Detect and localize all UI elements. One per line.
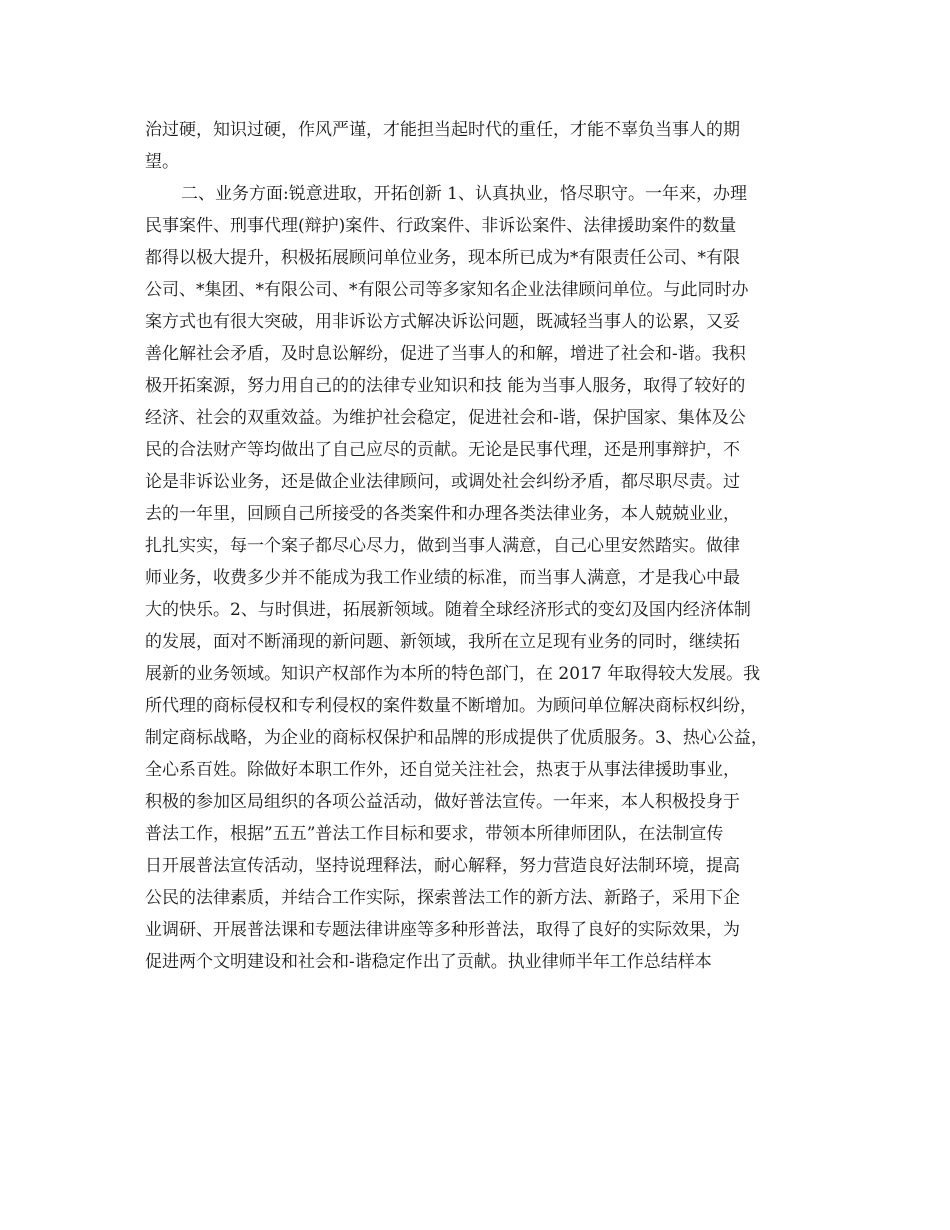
text-line: 论是非诉讼业务，还是做企业法律顾问，或调处社会纠纷矛盾，都尽职尽责。过 xyxy=(145,472,740,492)
text-line: 案方式也有很大突破，用非诉讼方式解决诉讼问题，既减轻当事人的讼累，又妥 xyxy=(145,312,740,332)
text-line: 师业务，收费多少并不能成为我工作业绩的标准，而当事人满意，才是我心中最 xyxy=(145,568,740,588)
text-line: 民的合法财产等均做出了自己应尽的贡献。无论是民事代理，还是刑事辩护，不 xyxy=(145,440,740,460)
text-line: 民事案件、刑事代理(辩护)案件、行政案件、非诉讼案件、法律援助案件的数量 xyxy=(145,216,737,236)
text-line: 促进两个文明建设和社会和-谐稳定作出了贡献。执业律师半年工作总结样本 xyxy=(145,952,712,972)
text-line: 制定商标战略，为企业的商标权保护和品牌的形成提供了优质服务。3、热心公益， xyxy=(145,728,768,748)
text-line: 业调研、开展普法课和专题法律讲座等多种形普法，取得了良好的实际效果，为 xyxy=(145,920,740,940)
text-line: 所代理的商标侵权和专利侵权的案件数量不断增加。为顾问单位解决商标权纠纷， xyxy=(145,696,757,716)
text-line: 的发展，面对不断涌现的新问题、新领域，我所在立足现有业务的同时，继续拓 xyxy=(145,632,740,652)
text-line: 治过硬，知识过硬，作风严谨，才能担当起时代的重任，才能不辜负当事人的期 xyxy=(145,120,740,140)
text-line: 日开展普法宣传活动，坚持说理释法，耐心解释，努力营造良好法制环境，提高 xyxy=(145,856,740,876)
text-line: 去的一年里，回顾自己所接受的各类案件和办理各类法律业务，本人兢兢业业， xyxy=(145,504,740,524)
text-line: 普法工作，根据”五五”普法工作目标和要求，带领本所律师团队，在法制宣传 xyxy=(145,824,724,844)
text-line: 扎扎实实，每一个案子都尽心尽力，做到当事人满意，自己心里安然踏实。做律 xyxy=(145,536,740,556)
text-line: 大的快乐。2、与时俱进，拓展新领域。随着全球经济形式的变幻及国内经济体制 xyxy=(145,600,751,620)
text-line: 善化解社会矛盾，及时息讼解纷，促进了当事人的和解，增进了社会和-谐。我积 xyxy=(145,344,746,364)
document-body xyxy=(145,114,835,978)
text-line: 积极的参加区局组织的各项公益活动，做好普法宣传。一年来，本人积极投身于 xyxy=(145,792,740,812)
text-line: 公司、*集团、*有限公司、*有限公司等多家知名企业法律顾问单位。与此同时办 xyxy=(145,280,749,300)
text-line: 展新的业务领域。知识产权部作为本所的特色部门，在 2017 年取得较大发展。我 xyxy=(145,664,761,684)
text-line: 经济、社会的双重效益。为维护社会稳定，促进社会和-谐，保护国家、集体及公 xyxy=(145,408,746,428)
text-line: 全心系百姓。除做好本职工作外，还自觉关注社会，热衷于从事法律援助事业， xyxy=(145,760,740,780)
text-line: 极开拓案源，努力用自己的的法律专业知识和技 能为当事人服务，取得了较好的 xyxy=(145,376,746,396)
text-line: 都得以极大提升，积极拓展顾问单位业务，现本所已成为*有限责任公司、*有限 xyxy=(145,248,740,268)
text-line: 二、业务方面:锐意进取，开拓创新 1、认真执业，恪尽职守。一年来，办理 xyxy=(181,184,747,204)
text-line: 公民的法律素质，并结合工作实际，探索普法工作的新方法、新路子，采用下企 xyxy=(145,888,740,908)
text-line: 望。 xyxy=(145,152,179,172)
